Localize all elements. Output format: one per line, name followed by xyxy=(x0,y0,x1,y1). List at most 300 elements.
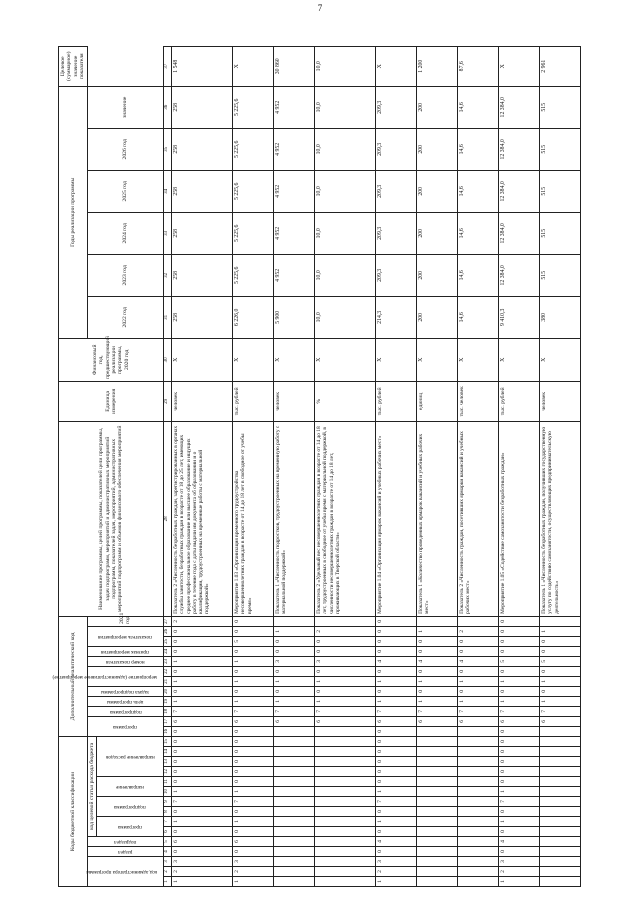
code-digit: 0 xyxy=(458,666,499,676)
col-a7-header: признак мероприятия xyxy=(87,646,163,656)
col-fin-header: Финансовый год, предшествующий реализации программы, 2020 год xyxy=(59,338,164,381)
code-digit: 0 xyxy=(376,807,417,817)
rotated-table-scan xyxy=(52,51,582,887)
row-year-value: 258 xyxy=(172,86,233,128)
code-digit: 0 xyxy=(233,626,274,636)
code-digit xyxy=(540,736,581,746)
code-digit: 6 xyxy=(172,837,233,847)
column-index-cell: 36 xyxy=(164,86,172,128)
code-digit: 0 xyxy=(376,847,417,857)
code-digit: 1 xyxy=(540,696,581,706)
column-index-cell: 25 xyxy=(164,636,172,646)
code-digit: 7 xyxy=(376,706,417,716)
row-year-value: 200 xyxy=(417,254,458,296)
row-year-value: 6 226,0 xyxy=(233,296,274,338)
code-digit xyxy=(540,767,581,777)
code-digit: 1 xyxy=(233,676,274,686)
code-digit: 0 xyxy=(499,747,540,757)
row-target-value: 1 548 xyxy=(172,46,233,86)
row-name: Мероприятие 1.05 «Содействие самозанятости безработных граждан» xyxy=(499,421,540,616)
code-digit: 0 xyxy=(540,636,581,646)
code-digit: 3 xyxy=(233,857,274,867)
code-digit: 5 xyxy=(540,656,581,666)
row-year-value: 4 952 xyxy=(274,212,315,254)
column-index-cell: 31 xyxy=(164,296,172,338)
code-digit: 0 xyxy=(172,827,233,837)
code-digit: 0 xyxy=(233,646,274,656)
code-digit: 0 xyxy=(376,666,417,676)
row-target-value: 2 961 xyxy=(540,46,581,86)
column-index-cell: 28 xyxy=(164,421,172,616)
column-index-cell: 22 xyxy=(164,666,172,676)
code-digit: 0 xyxy=(172,686,233,696)
column-index-cell: 37 xyxy=(164,46,172,86)
code-digit xyxy=(315,877,376,887)
code-digit xyxy=(540,807,581,817)
column-index-cell: 27 xyxy=(164,616,172,626)
code-digit xyxy=(417,857,458,867)
row-target-value: 1 200 xyxy=(417,46,458,86)
code-digit: 0 xyxy=(172,777,233,787)
code-digit: 5 xyxy=(499,656,540,666)
code-digit: 0 xyxy=(315,666,376,676)
year-3-header: 2023 год xyxy=(87,254,163,296)
code-digit: 1 xyxy=(376,817,417,827)
code-digit xyxy=(274,767,315,777)
code-digit: 0 xyxy=(499,777,540,787)
group-years-header: Годы реализации программы xyxy=(59,86,88,338)
row-name: Показатель 2 «Численность безработных граждан, зарегистрированных в органах службы занятости, безработных граждан в возрасте от 18 до 25 лет, имеющих среднее профессиональное образование или высшее образование и ищущих работу в течение года с даты выдачи им документа об образовании и о квалификации, трудоустроенных на временные работы с материальной поддержкой» xyxy=(172,421,233,616)
row-year-value: 4 952 xyxy=(274,86,315,128)
table-row xyxy=(540,46,581,886)
row-year-value: 200 xyxy=(417,212,458,254)
code-digit: 4 xyxy=(376,656,417,666)
code-digit xyxy=(315,867,376,877)
code-digit: 1 xyxy=(499,696,540,706)
code-digit: 1 xyxy=(274,676,315,686)
row-year-value: 5 225,6 xyxy=(233,254,274,296)
row-year-value: 14,6 xyxy=(458,212,499,254)
code-digit: 1 xyxy=(458,696,499,706)
code-digit: 1 xyxy=(233,696,274,706)
row-year-value: 515 xyxy=(540,170,581,212)
column-index-cell: 2 xyxy=(164,867,172,877)
column-index-row xyxy=(164,46,172,886)
code-digit: 0 xyxy=(417,646,458,656)
row-unit: тыс. рублей xyxy=(233,381,274,421)
row-year-value: 12 384,0 xyxy=(499,254,540,296)
row-year-value: 12 384,0 xyxy=(499,86,540,128)
column-index-cell: 9 xyxy=(164,797,172,807)
row-unit: тыс. рублей xyxy=(376,381,417,421)
code-digit: 1 xyxy=(376,676,417,686)
column-index-cell: 3 xyxy=(164,857,172,867)
code-digit xyxy=(458,857,499,867)
col-a5-header: мероприятие (административное мероприятие) xyxy=(87,666,163,686)
row-year-value: 380 xyxy=(540,296,581,338)
column-index-cell: 18 xyxy=(164,706,172,716)
code-digit: 6 xyxy=(233,837,274,847)
code-digit xyxy=(274,817,315,827)
code-digit xyxy=(315,847,376,857)
code-digit: 0 xyxy=(233,767,274,777)
row-unit: тыс. рублей xyxy=(499,381,540,421)
row-year-value: 4 952 xyxy=(274,254,315,296)
code-digit xyxy=(315,616,376,626)
code-digit xyxy=(315,827,376,837)
code-digit xyxy=(274,837,315,847)
code-digit xyxy=(458,616,499,626)
code-digit xyxy=(458,767,499,777)
row-fin-year: Х xyxy=(274,338,315,381)
col-name-header: Наименование программы, целей программы, показателей цели программы, задач подпрограмм, мероприятий и административных мероприятий подпрограмм, показателей задач, мероприятий, административных мероприятий подпрограмм и объемов финансового обеспечения мероприятий xyxy=(59,421,164,616)
code-digit xyxy=(417,847,458,857)
code-digit: 1 xyxy=(315,696,376,706)
row-year-value: 5 900 xyxy=(274,296,315,338)
code-digit xyxy=(274,787,315,797)
row-target-value: Х xyxy=(233,46,274,86)
code-digit xyxy=(274,777,315,787)
code-digit: 1 xyxy=(376,787,417,797)
row-fin-year: Х xyxy=(172,338,233,381)
code-digit: 0 xyxy=(233,666,274,676)
code-digit: 7 xyxy=(233,706,274,716)
col-value-header: значение xyxy=(87,86,163,128)
row-year-value: 14,6 xyxy=(458,254,499,296)
page-number: 7 xyxy=(317,3,323,13)
code-digit: 7 xyxy=(172,797,233,807)
code-digit xyxy=(458,867,499,877)
code-digit xyxy=(458,787,499,797)
code-digit: 7 xyxy=(315,706,376,716)
code-digit: 1 xyxy=(172,787,233,797)
column-index-cell: 7 xyxy=(164,817,172,827)
code-digit: 4 xyxy=(458,656,499,666)
code-digit xyxy=(540,726,581,736)
row-fin-year: Х xyxy=(376,338,417,381)
code-digit: 1 xyxy=(172,877,233,887)
row-year-value: 5 225,6 xyxy=(233,212,274,254)
code-digit: 6 xyxy=(499,716,540,726)
code-digit: 7 xyxy=(172,706,233,716)
code-digit: 0 xyxy=(274,636,315,646)
col-a4-header: задача подпрограммы xyxy=(87,686,163,696)
code-digit: 0 xyxy=(376,767,417,777)
row-fin-year: Х xyxy=(315,338,376,381)
code-digit: 7 xyxy=(233,797,274,807)
row-year-value: 200 xyxy=(417,86,458,128)
row-name: Показатель 1 «Численность подростков, трудоустроенных на временную работу с материальной поддержкой» xyxy=(274,421,315,616)
code-digit: 0 xyxy=(274,666,315,676)
code-digit: 0 xyxy=(458,646,499,656)
code-digit xyxy=(540,877,581,887)
column-index-cell: 34 xyxy=(164,170,172,212)
code-digit: 1 xyxy=(274,696,315,706)
col-a1-header: программа xyxy=(87,716,163,736)
code-digit: 3 xyxy=(376,857,417,867)
table-row xyxy=(233,46,274,886)
row-fin-year: Х xyxy=(417,338,458,381)
column-index-cell: 4 xyxy=(164,847,172,857)
row-name: Показатель 1 «Количество проведенных ярмарок вакансий и учебных рабочих мест» xyxy=(417,421,458,616)
code-digit: 0 xyxy=(499,646,540,656)
code-digit xyxy=(417,877,458,887)
col-podrazdel-header: подраздел xyxy=(87,837,163,847)
column-index-cell: 6 xyxy=(164,827,172,837)
column-index-cell: 5 xyxy=(164,837,172,847)
code-digit: 0 xyxy=(233,757,274,767)
row-year-value: 258 xyxy=(172,170,233,212)
code-digit: 0 xyxy=(499,616,540,626)
code-digit: 7 xyxy=(540,706,581,716)
code-digit xyxy=(274,867,315,877)
code-digit: 0 xyxy=(376,686,417,696)
table-row xyxy=(172,46,233,886)
row-target-value: 30 860 xyxy=(274,46,315,86)
code-digit: 0 xyxy=(233,616,274,626)
code-digit: 2 xyxy=(315,626,376,636)
code-digit: 0 xyxy=(376,736,417,746)
column-index-cell: 8 xyxy=(164,807,172,817)
code-digit xyxy=(274,847,315,857)
code-digit: 0 xyxy=(315,686,376,696)
col-program-header: программа xyxy=(97,817,164,837)
col-direction-header: направление xyxy=(97,777,164,797)
row-year-value: 9 410,3 xyxy=(499,296,540,338)
code-digit xyxy=(274,807,315,817)
code-digit: 1 xyxy=(233,817,274,827)
code-digit: 1 xyxy=(499,877,540,887)
code-digit: 0 xyxy=(274,686,315,696)
table-row xyxy=(274,46,315,886)
row-unit: % xyxy=(315,381,376,421)
code-digit xyxy=(458,747,499,757)
column-index-cell: 24 xyxy=(164,646,172,656)
code-digit: 1 xyxy=(233,656,274,666)
code-digit: 0 xyxy=(499,827,540,837)
row-target-value: Х xyxy=(376,46,417,86)
code-digit xyxy=(417,726,458,736)
code-digit xyxy=(540,867,581,877)
row-target-value: Х xyxy=(499,46,540,86)
code-digit: 0 xyxy=(233,777,274,787)
code-digit: 6 xyxy=(274,716,315,726)
code-digit xyxy=(540,817,581,827)
year-4-header: 2024 год xyxy=(87,212,163,254)
code-digit xyxy=(274,747,315,757)
table-row xyxy=(417,46,458,886)
code-digit xyxy=(315,787,376,797)
row-year-value: 209,3 xyxy=(376,128,417,170)
row-year-value: 515 xyxy=(540,86,581,128)
code-digit: 1 xyxy=(540,676,581,686)
column-index-cell: 33 xyxy=(164,212,172,254)
code-digit: 0 xyxy=(315,646,376,656)
code-digit xyxy=(417,867,458,877)
code-digit: 1 xyxy=(499,787,540,797)
code-digit: 1 xyxy=(417,696,458,706)
code-digit: 6 xyxy=(540,716,581,726)
code-digit: 0 xyxy=(172,666,233,676)
col-unit-header: Единица измерения xyxy=(59,381,164,421)
code-digit xyxy=(417,616,458,626)
column-index-cell: 26 xyxy=(164,626,172,636)
row-year-value: 12 384,0 xyxy=(499,128,540,170)
col-expense-header: направление расходов xyxy=(97,736,164,776)
code-digit: 1 xyxy=(315,676,376,686)
code-digit: 7 xyxy=(274,706,315,716)
row-year-value: 258 xyxy=(172,296,233,338)
code-digit: 0 xyxy=(499,767,540,777)
row-year-value: 10,0 xyxy=(315,128,376,170)
code-digit: 1 xyxy=(172,656,233,666)
code-digit: 0 xyxy=(499,847,540,857)
row-year-value: 209,3 xyxy=(376,86,417,128)
code-digit: 1 xyxy=(540,626,581,636)
code-digit: 0 xyxy=(376,747,417,757)
row-year-value: 515 xyxy=(540,254,581,296)
code-digit xyxy=(417,767,458,777)
code-digit: 7 xyxy=(458,706,499,716)
code-digit: 1 xyxy=(458,676,499,686)
code-digit: 2 xyxy=(172,867,233,877)
row-target-value: 87,6 xyxy=(458,46,499,86)
row-year-value: 515 xyxy=(540,212,581,254)
code-digit xyxy=(540,827,581,837)
row-year-value: 10,0 xyxy=(315,86,376,128)
code-digit xyxy=(315,757,376,767)
column-index-cell: 1 xyxy=(164,877,172,887)
code-digit: 0 xyxy=(499,686,540,696)
column-index-cell: 30 xyxy=(164,338,172,381)
row-name: Показатель 1 «Численность безработных граждан, получивших государственную услугу по содействию самозанятости, осуществляющих предпринимательскую деятельность» xyxy=(540,421,581,616)
code-digit xyxy=(458,797,499,807)
row-year-value: 4 952 xyxy=(274,128,315,170)
code-digit: 0 xyxy=(376,646,417,656)
code-digit xyxy=(540,837,581,847)
code-digit: 4 xyxy=(499,837,540,847)
code-digit xyxy=(274,797,315,807)
col-a6-header: номер показателя xyxy=(87,656,163,666)
group-target-value-header: Целевое (суммарное) значение показателя xyxy=(59,46,88,86)
row-year-value: 10,0 xyxy=(315,296,376,338)
row-target-value: 10,0 xyxy=(315,46,376,86)
col-a2-header: подпрограмма xyxy=(87,706,163,716)
code-digit: 0 xyxy=(172,636,233,646)
code-digit: 0 xyxy=(172,736,233,746)
column-index-cell: 19 xyxy=(164,696,172,706)
code-digit xyxy=(315,837,376,847)
row-fin-year: Х xyxy=(233,338,274,381)
code-digit: 0 xyxy=(499,666,540,676)
code-digit: 6 xyxy=(315,716,376,726)
code-digit: 0 xyxy=(499,726,540,736)
code-digit xyxy=(540,616,581,626)
col-subprogram-header: подпрограмма xyxy=(97,797,164,817)
row-name: Показатель 2 «Удельный вес несовершеннолетних граждан в возрасте от 14 до 18 лет, трудоустроенных в свободное от учебы время с материальной поддержкой, в численности несовершеннолетних граждан в возрасте от 14 до 18 лет, проживающих в Тверской области» xyxy=(315,421,376,616)
code-digit xyxy=(315,726,376,736)
row-unit: человек xyxy=(274,381,315,421)
row-year-value: 5 225,6 xyxy=(233,128,274,170)
code-digit xyxy=(458,726,499,736)
row-year-value: 258 xyxy=(172,254,233,296)
code-digit xyxy=(315,767,376,777)
code-digit: 0 xyxy=(172,747,233,757)
code-digit xyxy=(417,736,458,746)
row-name: Мероприятие 1.04 «Организация ярмарок вакансий и учебных рабочих мест» xyxy=(376,421,417,616)
row-unit: человек xyxy=(172,381,233,421)
code-digit: 0 xyxy=(540,686,581,696)
code-digit: 1 xyxy=(499,676,540,686)
code-digit: 0 xyxy=(315,636,376,646)
code-digit: 1 xyxy=(233,787,274,797)
row-year-value: 12 384,0 xyxy=(499,212,540,254)
code-digit: 7 xyxy=(499,706,540,716)
code-digit: 0 xyxy=(376,726,417,736)
column-index-cell: 16 xyxy=(164,726,172,736)
table-row xyxy=(458,46,499,886)
code-digit xyxy=(540,747,581,757)
code-digit: 0 xyxy=(172,726,233,736)
row-year-value: 10,0 xyxy=(315,212,376,254)
code-digit: 1 xyxy=(376,877,417,887)
code-digit: 1 xyxy=(417,626,458,636)
code-digit: 0 xyxy=(540,646,581,656)
code-digit: 2 xyxy=(233,867,274,877)
row-unit: единиц xyxy=(417,381,458,421)
code-digit xyxy=(540,777,581,787)
code-digit xyxy=(540,757,581,767)
code-digit xyxy=(274,757,315,767)
code-digit xyxy=(417,817,458,827)
year-5-header: 2025 год xyxy=(87,170,163,212)
column-index-cell: 17 xyxy=(164,716,172,726)
row-year-value: 258 xyxy=(172,212,233,254)
column-index-cell: 11 xyxy=(164,777,172,787)
code-digit: 6 xyxy=(233,716,274,726)
row-unit: тыс. человек xyxy=(458,381,499,421)
code-digit xyxy=(458,807,499,817)
code-digit: 0 xyxy=(233,686,274,696)
code-digit: 1 xyxy=(274,626,315,636)
code-digit xyxy=(315,736,376,746)
code-digit: 7 xyxy=(376,797,417,807)
code-digit: 0 xyxy=(376,636,417,646)
code-digit xyxy=(274,726,315,736)
code-digit: 1 xyxy=(376,696,417,706)
code-digit: 0 xyxy=(233,847,274,857)
code-digit: 0 xyxy=(233,736,274,746)
code-digit: 1 xyxy=(172,696,233,706)
code-digit: 0 xyxy=(172,646,233,656)
code-digit: 0 xyxy=(233,807,274,817)
column-index-cell: 20 xyxy=(164,686,172,696)
code-digit: 0 xyxy=(499,807,540,817)
row-fin-year: Х xyxy=(540,338,581,381)
row-year-value: 5 225,6 xyxy=(233,86,274,128)
code-digit: 0 xyxy=(376,616,417,626)
year-2-header: 2022 год xyxy=(87,296,163,338)
row-year-value: 14,6 xyxy=(458,86,499,128)
row-year-value: 14,6 xyxy=(458,170,499,212)
col-a8-header: показатель мероприятия xyxy=(87,626,163,646)
code-digit: 0 xyxy=(172,807,233,817)
program-table xyxy=(52,46,581,887)
code-digit xyxy=(540,857,581,867)
row-fin-year: Х xyxy=(499,338,540,381)
row-year-value: 14,6 xyxy=(458,128,499,170)
row-year-value: 258 xyxy=(172,128,233,170)
